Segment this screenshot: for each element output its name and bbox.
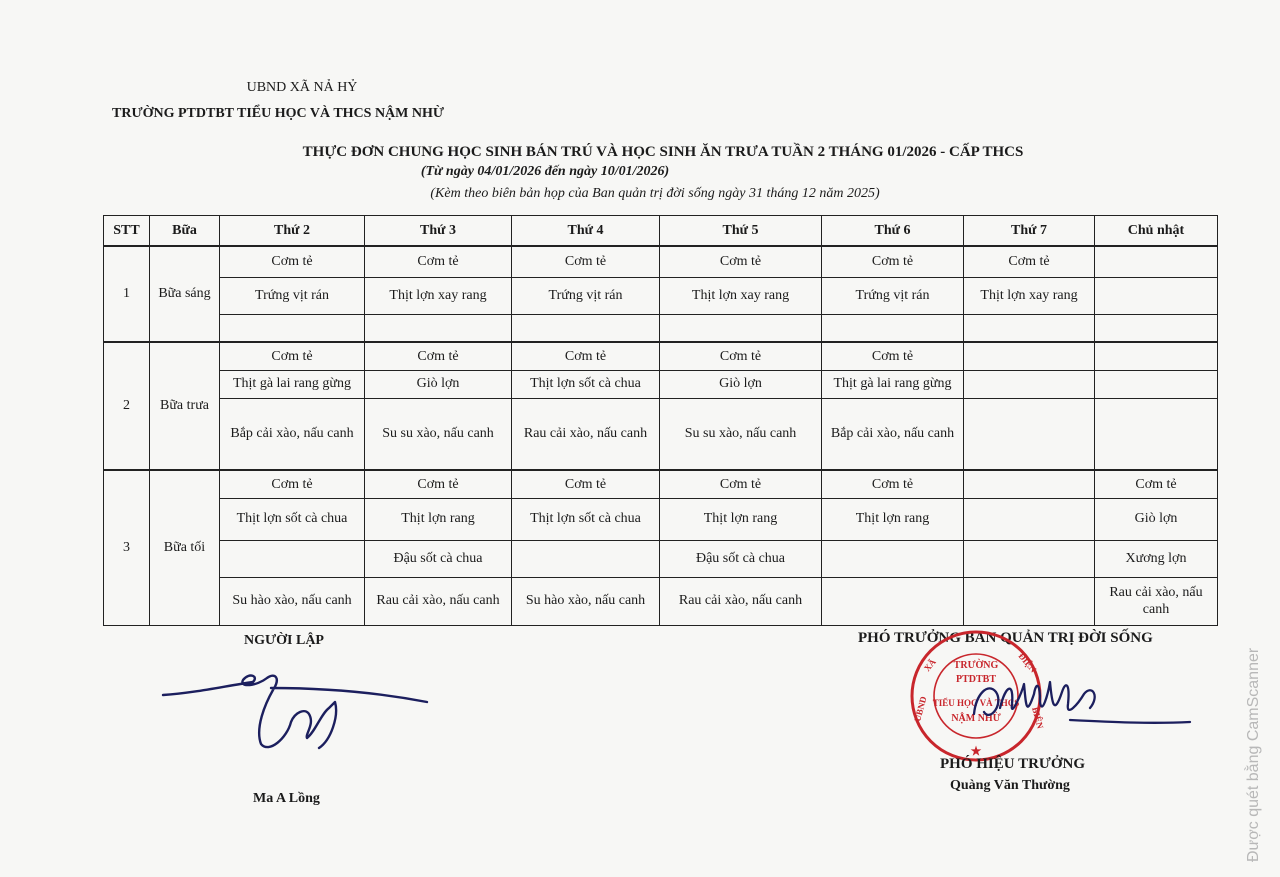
menu-cell: Cơm tẻ <box>365 470 512 498</box>
menu-cell: Cơm tẻ <box>220 342 365 370</box>
menu-cell: Thịt lợn sốt cà chua <box>220 498 365 540</box>
menu-cell: Giò lợn <box>365 370 512 398</box>
menu-cell: Cơm tẻ <box>822 470 964 498</box>
svg-text:TIỂU HỌC VÀ THCS: TIỂU HỌC VÀ THCS <box>932 698 1020 708</box>
menu-cell: Giò lợn <box>1095 498 1218 540</box>
header-day: Thứ 5 <box>660 216 822 247</box>
menu-cell: Thịt gà lai rang gừng <box>822 370 964 398</box>
header-day: Chủ nhật <box>1095 216 1218 247</box>
document-title: THỰC ĐƠN CHUNG HỌC SINH BÁN TRÚ VÀ HỌC SINH ĂN TRƯA TUẦN 2 THÁNG 01/2026 - CẤP THCS <box>302 144 1024 160</box>
menu-cell <box>220 314 365 342</box>
menu-cell <box>964 498 1095 540</box>
menu-cell: Cơm tẻ <box>365 246 512 277</box>
meal-name: Bữa sáng <box>150 246 220 342</box>
menu-cell <box>964 314 1095 342</box>
menu-cell: Cơm tẻ <box>822 342 964 370</box>
menu-cell: Bắp cải xào, nấu canh <box>822 398 964 470</box>
menu-cell <box>220 540 365 577</box>
preparer-title: NGƯỜI LẬP <box>244 633 324 648</box>
menu-cell <box>1095 314 1218 342</box>
menu-table <box>103 215 1218 626</box>
camscanner-watermark: Được quét bằng CamScanner <box>1245 647 1262 862</box>
header-day: Thứ 7 <box>964 216 1095 247</box>
org-parent: UBND XÃ NẢ HỶ <box>246 80 358 95</box>
table-row <box>104 398 1218 470</box>
menu-cell: Trứng vịt rán <box>822 277 964 314</box>
menu-cell <box>964 370 1095 398</box>
menu-cell <box>1095 246 1218 277</box>
svg-text:BIÊN: BIÊN <box>1030 705 1046 730</box>
svg-text:PTDTBT: PTDTBT <box>955 674 997 685</box>
menu-cell <box>1095 398 1218 470</box>
menu-cell: Su su xào, nấu canh <box>660 398 822 470</box>
header-meal: Bữa <box>150 216 220 247</box>
menu-cell: Đậu sốt cà chua <box>660 540 822 577</box>
menu-cell <box>822 577 964 625</box>
table-row <box>104 577 1218 625</box>
org-school: TRƯỜNG PTDTBT TIỂU HỌC VÀ THCS NẬM NHỪ <box>112 106 445 121</box>
approver-name: Quàng Văn Thường <box>950 778 1070 793</box>
header-day: Thứ 3 <box>365 216 512 247</box>
table-row <box>104 498 1218 540</box>
menu-cell: Thịt lợn rang <box>660 498 822 540</box>
svg-text:NẬM NHỪ: NẬM NHỪ <box>951 713 1001 724</box>
header-stt: STT <box>104 216 150 247</box>
menu-cell: Thịt lợn sốt cà chua <box>512 370 660 398</box>
menu-cell: Rau cải xào, nấu canh <box>660 577 822 625</box>
menu-cell: Giò lợn <box>660 370 822 398</box>
menu-cell <box>660 314 822 342</box>
menu-cell: Đậu sốt cà chua <box>365 540 512 577</box>
preparer-name: Ma A Lồng <box>253 791 320 806</box>
menu-cell <box>365 314 512 342</box>
approver-role: PHÓ HIỆU TRƯỞNG <box>940 756 1086 772</box>
menu-cell: Cơm tẻ <box>512 470 660 498</box>
document-note: (Kèm theo biên bản họp của Ban quản trị đời sống ngày 31 tháng 12 năm 2025) <box>430 186 880 201</box>
svg-text:UBND: UBND <box>912 695 929 723</box>
menu-cell: Cơm tẻ <box>512 342 660 370</box>
menu-cell: Cơm tẻ <box>512 246 660 277</box>
approver-title: PHÓ TRƯỞNG BAN QUẢN TRỊ ĐỜI SỐNG <box>858 630 1153 646</box>
meal-name: Bữa trưa <box>150 342 220 470</box>
table-row <box>104 370 1218 398</box>
menu-cell: Cơm tẻ <box>220 246 365 277</box>
menu-cell: Thịt lợn sốt cà chua <box>512 498 660 540</box>
table-row <box>104 277 1218 314</box>
menu-cell: Su hào xào, nấu canh <box>512 577 660 625</box>
menu-cell <box>512 314 660 342</box>
menu-cell <box>964 342 1095 370</box>
menu-cell: Su su xào, nấu canh <box>365 398 512 470</box>
meal-stt: 1 <box>104 246 150 342</box>
menu-cell: Thịt lợn xay rang <box>660 277 822 314</box>
approver-signature <box>970 664 1200 734</box>
header-day: Thứ 2 <box>220 216 365 247</box>
menu-cell <box>964 577 1095 625</box>
table-row <box>104 246 1218 277</box>
menu-cell: Cơm tẻ <box>660 470 822 498</box>
menu-cell: Cơm tẻ <box>822 246 964 277</box>
svg-text:XÃ: XÃ <box>921 656 938 674</box>
menu-cell: Cơm tẻ <box>1095 470 1218 498</box>
table-row <box>104 314 1218 342</box>
table-row <box>104 540 1218 577</box>
menu-cell: Thịt lợn xay rang <box>365 277 512 314</box>
menu-cell: Cơm tẻ <box>660 342 822 370</box>
header-row <box>104 216 1218 247</box>
menu-cell: Thịt lợn rang <box>365 498 512 540</box>
menu-cell <box>822 314 964 342</box>
table-row <box>104 470 1218 498</box>
menu-cell <box>1095 277 1218 314</box>
menu-cell <box>964 470 1095 498</box>
svg-text:TRƯỜNG: TRƯỜNG <box>953 660 999 671</box>
header-day: Thứ 4 <box>512 216 660 247</box>
meal-stt: 3 <box>104 470 150 625</box>
menu-cell: Trứng vịt rán <box>220 277 365 314</box>
menu-cell: Rau cải xào, nấu canh <box>365 577 512 625</box>
menu-cell: Rau cải xào, nấu canh <box>1095 577 1218 625</box>
meal-stt: 2 <box>104 342 150 470</box>
menu-cell: Cơm tẻ <box>220 470 365 498</box>
menu-cell: Cơm tẻ <box>964 246 1095 277</box>
menu-cell: Thịt gà lai rang gừng <box>220 370 365 398</box>
menu-cell: Thịt lợn xay rang <box>964 277 1095 314</box>
menu-cell: Xương lợn <box>1095 540 1218 577</box>
menu-cell: Cơm tẻ <box>365 342 512 370</box>
menu-cell <box>964 540 1095 577</box>
menu-cell: Cơm tẻ <box>660 246 822 277</box>
svg-text:ĐIỆN: ĐIỆN <box>1016 650 1039 675</box>
preparer-signature <box>155 668 435 758</box>
menu-cell: Rau cải xào, nấu canh <box>512 398 660 470</box>
menu-cell: Trứng vịt rán <box>512 277 660 314</box>
menu-cell: Bắp cải xào, nấu canh <box>220 398 365 470</box>
menu-cell <box>1095 342 1218 370</box>
menu-cell <box>822 540 964 577</box>
header-day: Thứ 6 <box>822 216 964 247</box>
menu-cell <box>964 398 1095 470</box>
table-row <box>104 342 1218 370</box>
document-dates: (Từ ngày 04/01/2026 đến ngày 10/01/2026) <box>420 164 670 179</box>
svg-text:★: ★ <box>970 744 982 758</box>
menu-cell: Thịt lợn rang <box>822 498 964 540</box>
menu-cell: Su hào xào, nấu canh <box>220 577 365 625</box>
meal-name: Bữa tối <box>150 470 220 625</box>
menu-cell <box>1095 370 1218 398</box>
menu-cell <box>512 540 660 577</box>
